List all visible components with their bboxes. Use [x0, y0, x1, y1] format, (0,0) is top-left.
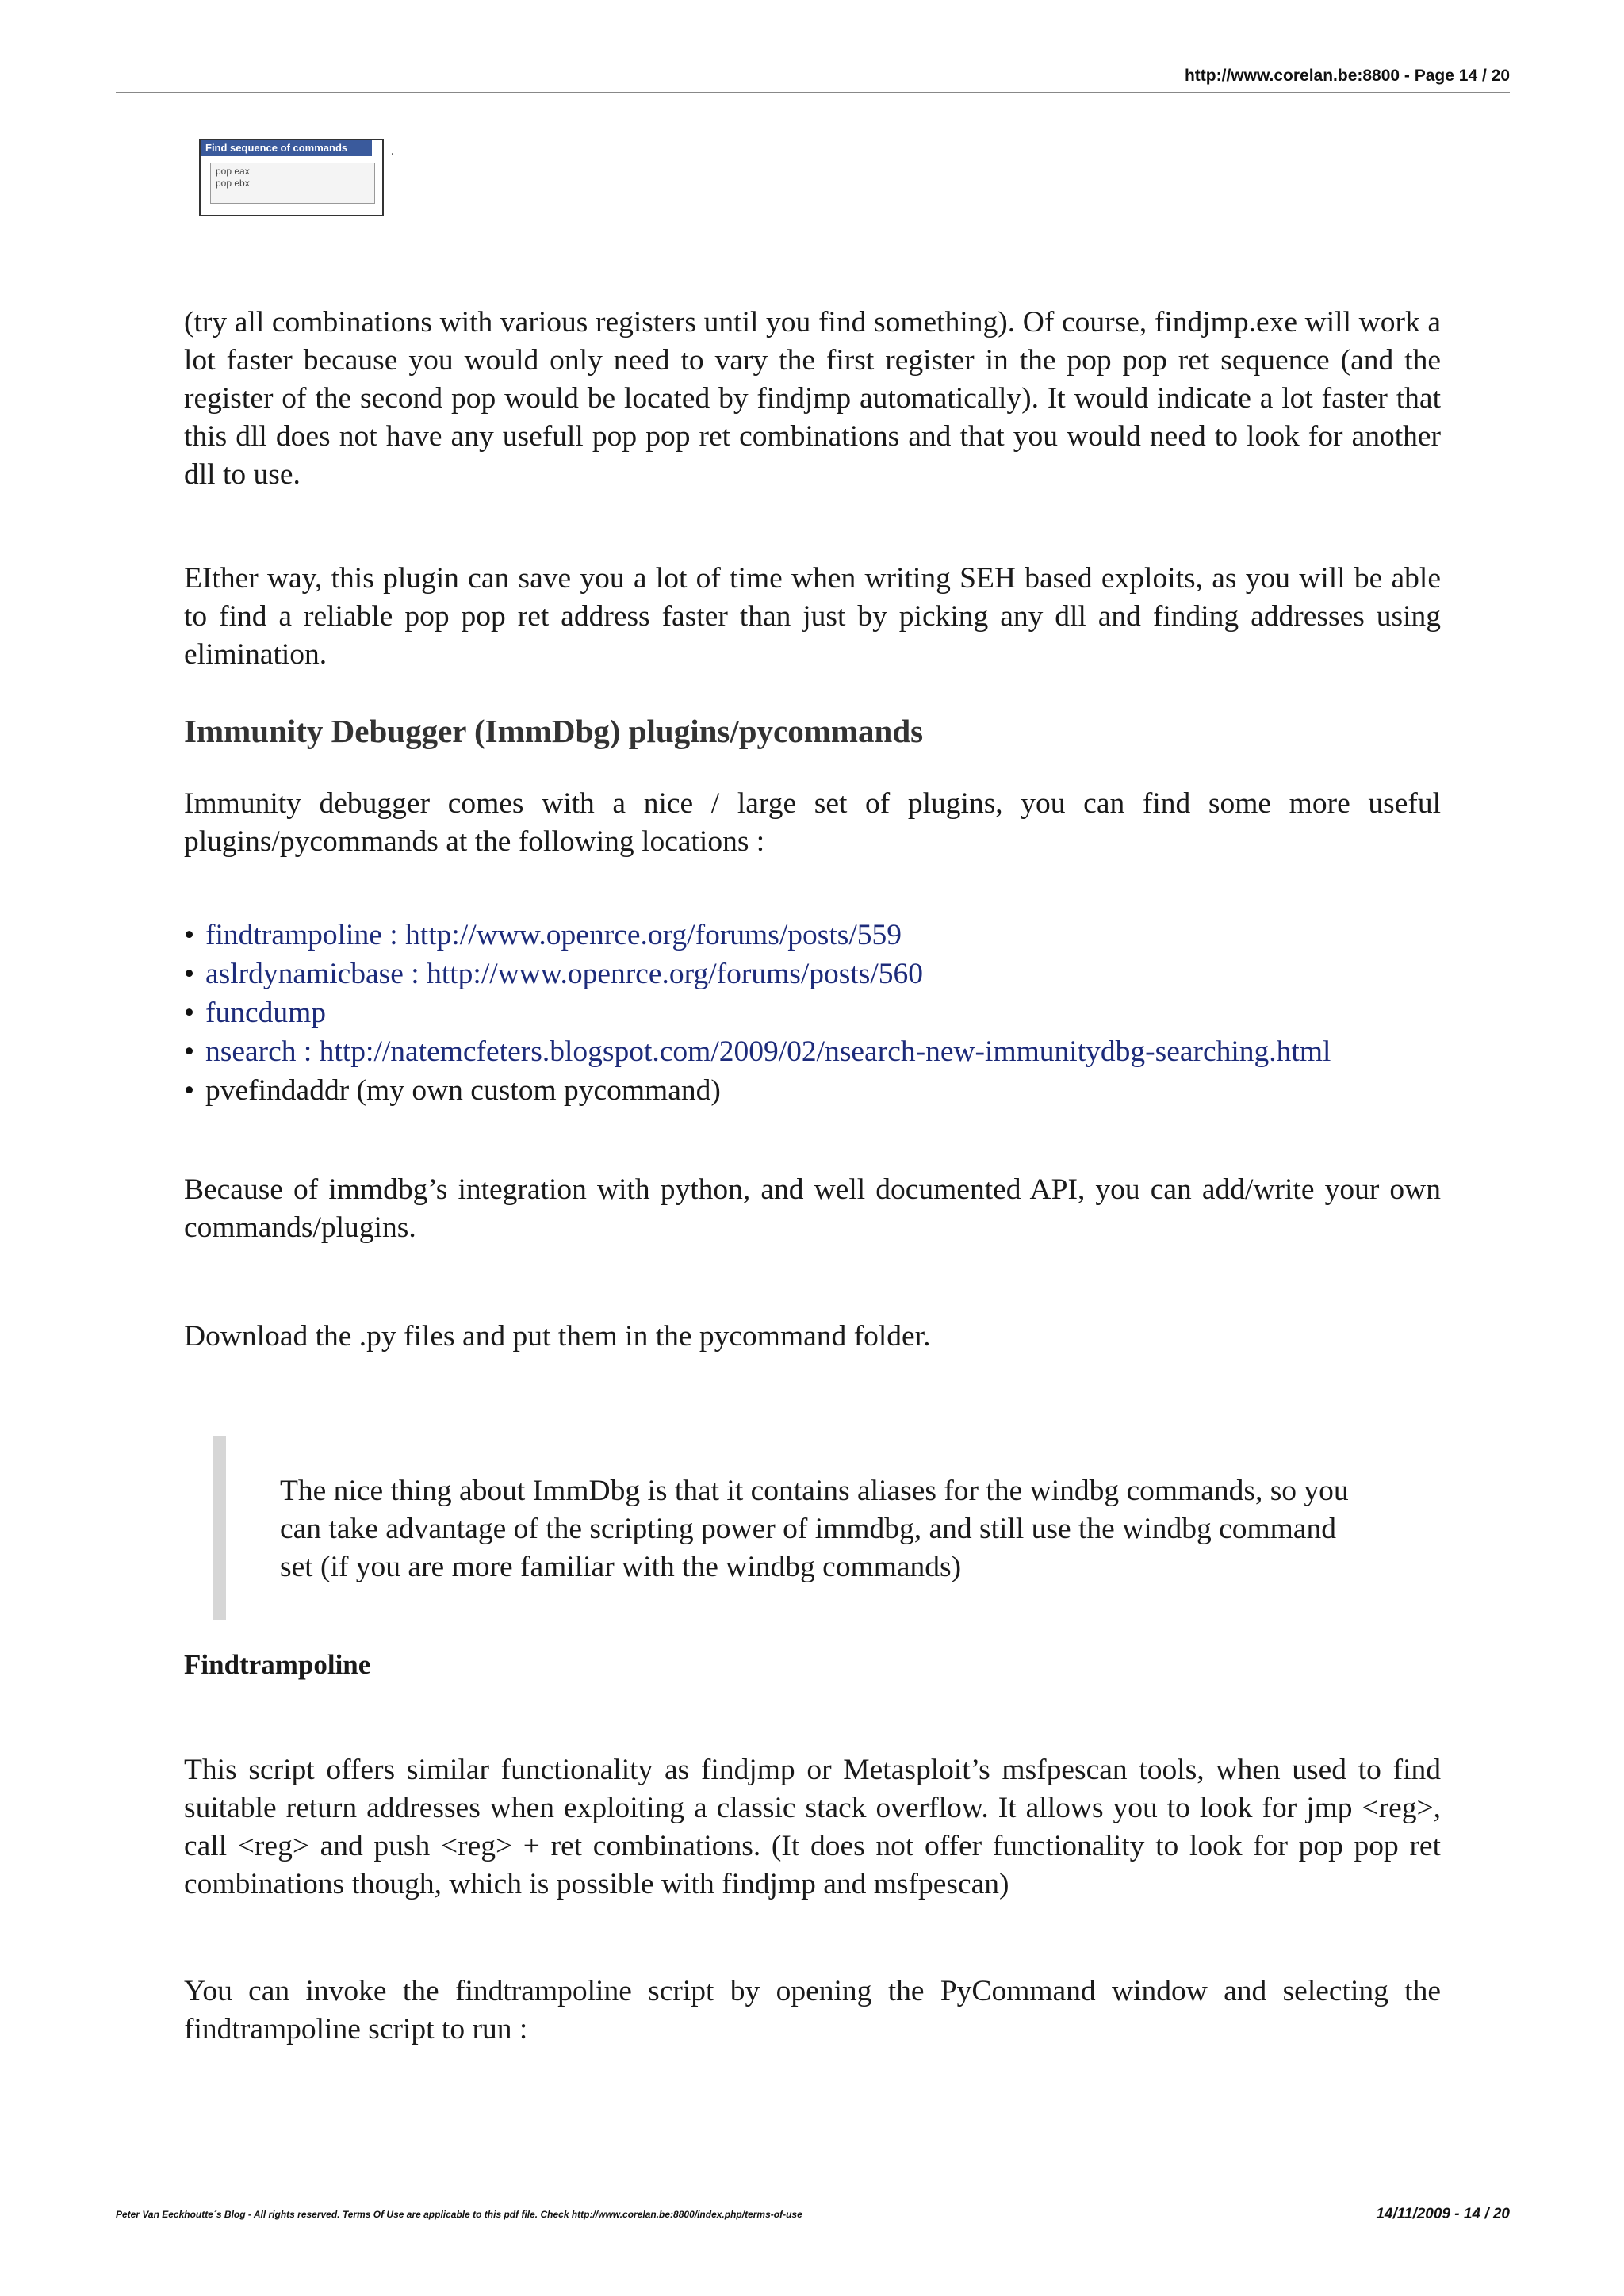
header-divider: [116, 92, 1510, 93]
link-funcdump[interactable]: funcdump: [205, 997, 327, 1029]
list-item[interactable]: [184, 993, 1441, 1032]
list-item: [184, 1071, 1441, 1110]
page-content: [184, 304, 1441, 2049]
screenshot-title: Find sequence of commands: [201, 140, 372, 156]
paragraph: Because of immdbg’s integration with python, and well documented API, you can add/write your own commands/plugins.: [184, 1173, 1441, 1244]
find-sequence-screenshot: [199, 139, 384, 216]
screenshot-body: [210, 163, 375, 204]
plugin-link-list: [184, 916, 1441, 1110]
link-aslrdynamicbase[interactable]: aslrdynamicbase : http://www.openrce.org/forums/posts/560: [205, 958, 924, 990]
item-pvefindaddr: pvefindaddr (my own custom pycommand): [205, 1074, 721, 1107]
blockquote: [184, 1436, 1441, 1620]
paragraph: Immunity debugger comes with a nice / large set of plugins, you can find some more useful plugins/pycommands at the following locations :: [184, 787, 1441, 858]
link-findtrampoline[interactable]: findtrampoline : http://www.openrce.org/forums/posts/559: [205, 919, 902, 951]
quote-text: The nice thing about ImmDbg is that it contains aliases for the windbg commands, so you can take advantage of the scripting power of immdbg, and still use the windbg command set (if you are more familiar with the windbg commands): [280, 1475, 1349, 1583]
screenshot-dot: .: [391, 144, 394, 158]
subheading: Findtrampoline: [184, 1649, 371, 1680]
link-nsearch[interactable]: nsearch : http://natemcfeters.blogspot.com/2009/02/nsearch-new-immunitydbg-searching.html: [205, 1035, 1331, 1068]
screenshot-line: pop eax: [216, 166, 250, 177]
paragraph: This script offers similar functionality as findjmp or Metasploit’s msfpescan tools, when used to find suitable return addresses when exploiting a classic stack overflow. It allows you to look for jmp <reg>, call <reg> and push <reg> + ret combinations. (It does not offer functionality to look for pop pop ret combinations though, which is possible with findjmp and msfpescan): [184, 1754, 1441, 1900]
paragraph: You can invoke the findtrampoline script by opening the PyCommand window and selecting the findtrampoline script to run :: [184, 1975, 1441, 2045]
page-header: http://www.corelan.be:8800 - Page 14 / 20: [1184, 67, 1510, 85]
paragraph: Download the .py files and put them in the pycommand folder.: [184, 1320, 931, 1353]
footer-page-date: 14/11/2009 - 14 / 20: [1376, 2206, 1510, 2222]
list-item[interactable]: [184, 916, 1441, 955]
footer-copyright: Peter Van Eeckhoutte´s Blog - All rights reserved. Terms Of Use are applicable to this pdf file. Check http://www.corelan.be:8800/index.php/terms-of-use: [116, 2209, 802, 2220]
list-item[interactable]: [184, 1032, 1441, 1071]
paragraph: (try all combinations with various registers until you find something). Of course, findjmp.exe will work a lot faster because you would only need to vary the first register in the pop pop ret sequence (and the register of the second pop would be located by findjmp automatically). It would indicate a lot faster that this dll does not have any usefull pop pop ret combinations and that you would need to look for another dll to use.: [184, 306, 1441, 491]
screenshot-line: pop ebx: [216, 178, 250, 189]
quote-bar: [213, 1436, 226, 1620]
list-item[interactable]: [184, 955, 1441, 993]
section-heading: Immunity Debugger (ImmDbg) plugins/pycommands: [184, 713, 924, 749]
paragraph: EIther way, this plugin can save you a lot of time when writing SEH based exploits, as you will be able to find a reliable pop pop ret address faster than just by picking any dll and finding addresses using elimination.: [184, 562, 1441, 671]
